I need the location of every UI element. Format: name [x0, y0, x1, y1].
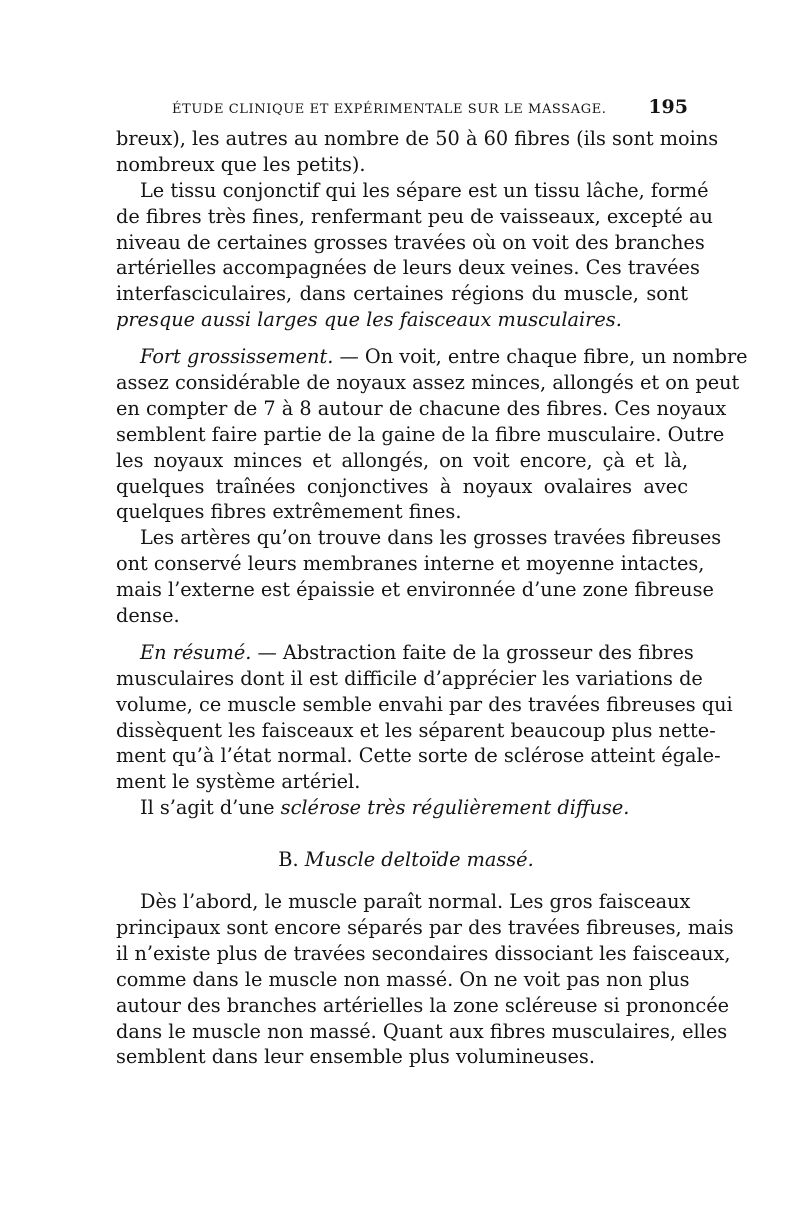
- text-line: Les artères qu’on trouve dans les grosses travées fibreuses: [140, 526, 722, 550]
- line-rest: — Abstraction faite de la grosseur des fibres: [251, 640, 694, 664]
- text-line: comme dans le muscle non massé. On ne voit pas non plus: [116, 967, 690, 991]
- text-line: dissèquent les faisceaux et les séparent beaucoup plus nette-: [116, 718, 716, 742]
- text-line: [116, 640, 694, 666]
- text-line: autour des branches artérielles la zone scléreuse si prononcée: [116, 993, 730, 1017]
- text-line: artérielles accompagnées de leurs deux veines. Ces travées: [116, 256, 700, 280]
- text-line: il n’existe plus de travées secondaires dissociant les faisceaux,: [116, 941, 731, 965]
- paragraph-connective-tissue: [116, 178, 713, 333]
- line-start: Il s’agit d’une: [140, 796, 281, 820]
- text-line: de fibres très fines, renfermant peu de vaisseaux, excepté au: [116, 204, 713, 228]
- text-line: les noyaux minces et allongés, on voit encore, çà et là,: [116, 448, 688, 472]
- italic-lead: Fort grossissement.: [140, 345, 334, 369]
- text-line: semblent faire partie de la gaine de la fibre musculaire. Outre: [116, 422, 725, 446]
- paragraph-diffuse-sclerosis: [116, 795, 688, 821]
- text-line: nombreux que les petits).: [116, 152, 366, 176]
- text-line: dans le muscle non massé. Quant aux fibres musculaires, elles: [116, 1019, 728, 1043]
- running-header: [116, 96, 688, 122]
- paragraph-gap: [116, 333, 688, 344]
- italic-text: sclérose très régulièrement diffuse.: [280, 796, 630, 820]
- paragraph-arteries: [116, 525, 722, 629]
- line-rest: — On voit, entre chaque fibre, un nombre: [333, 345, 748, 369]
- text-line: Dès l’abord, le muscle paraît normal. Les gros faisceaux: [140, 890, 691, 914]
- text-line: assez considérable de noyaux assez minces, allongés et on peut: [116, 371, 740, 395]
- text-line: breux), les autres au nombre de 50 à 60 fibres (ils sont moins: [116, 127, 719, 150]
- text-line: principaux sont encore séparés par des travées fibreuses, mais: [116, 915, 734, 939]
- text-line: [116, 344, 748, 370]
- section-heading: [116, 847, 688, 873]
- text-line: ment le système artériel.: [116, 770, 361, 794]
- paragraph-high-magnification: [116, 344, 748, 525]
- section-title: Muscle deltoïde massé.: [304, 848, 534, 872]
- text-line: niveau de certaines grosses travées où on voit des branches: [116, 230, 705, 254]
- text-line: semblent dans leur ensemble plus volumineuses.: [116, 1045, 595, 1069]
- text-line: dense.: [116, 604, 180, 628]
- paragraph-continuation: [116, 126, 719, 178]
- text-line: mais l’externe est épaissie et environnée d’une zone fibreuse: [116, 578, 714, 602]
- text-line: ment qu’à l’état normal. Cette sorte de sclérose atteint égale-: [116, 744, 721, 768]
- page-number: 195: [648, 96, 688, 118]
- italic-lead: En résumé.: [140, 640, 252, 664]
- text-line: musculaires dont il est difficile d’apprécier les variations de: [116, 666, 703, 690]
- text-line: Le tissu conjonctif qui les sépare est un tissu lâche, formé: [140, 178, 709, 202]
- italic-text: presque aussi larges que les faisceaux musculaires.: [116, 308, 622, 332]
- body-text: [116, 126, 748, 1070]
- running-title: ÉTUDE CLINIQUE ET EXPÉRIMENTALE SUR LE MASSAGE.: [172, 102, 607, 117]
- section-gap: [116, 821, 688, 847]
- section-label: B.: [278, 848, 305, 872]
- text-line: [116, 795, 688, 821]
- paragraph-summary: [116, 640, 733, 795]
- text-line: quelques fibres extrêmement fines.: [116, 500, 462, 524]
- text-line: volume, ce muscle semble envahi par des travées fibreuses qui: [116, 692, 733, 716]
- text-line: quelques traînées conjonctives à noyaux ovalaires avec: [116, 474, 688, 498]
- paragraph-massaged-muscle: [116, 889, 734, 1070]
- text-line: interfasciculaires, dans certaines régions du muscle, sont: [116, 282, 688, 306]
- text-line: [116, 307, 688, 333]
- paragraph-gap: [116, 629, 688, 640]
- text-line: ont conservé leurs membranes interne et moyenne intactes,: [116, 552, 705, 576]
- section-gap: [116, 873, 688, 889]
- text-line: en compter de 7 à 8 autour de chacune des fibres. Ces noyaux: [116, 396, 727, 420]
